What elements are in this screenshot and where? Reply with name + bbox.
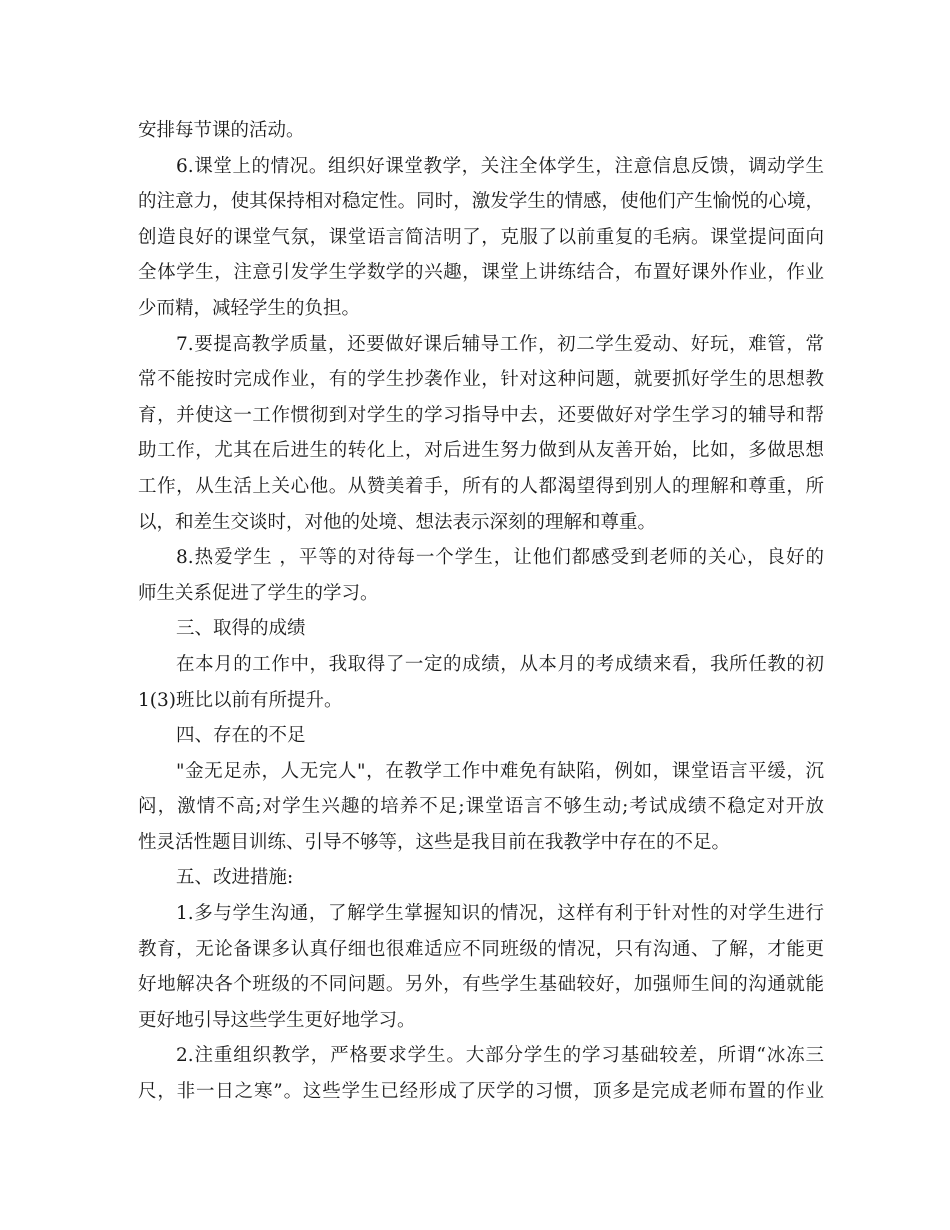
text-line [138, 184, 824, 220]
text-line-content: 2.注重组织教学，严格要求学生。大部分学生的学习基础较差，所谓“冰冻三 [176, 1045, 824, 1067]
text-line-content: 常不能按时完成作业，有的学生抄袭作业，针对这种问题，就要抓好学生的思想教 [138, 369, 824, 391]
text-line [138, 1074, 824, 1110]
text-line-content: 7.要提高教学质量，还要做好课后辅导工作，初二学生爱动、好玩，难管，常 [176, 333, 824, 355]
text-line [138, 540, 824, 576]
text-line-content: 安排每节课的活动。 [138, 120, 305, 141]
text-line-content: 的注意力，使其保持相对稳定性。同时，激发学生的情感，使他们产生愉悦的心境， [138, 191, 824, 213]
text-line-content: 四、存在的不足 [176, 725, 306, 747]
text-line [138, 505, 824, 541]
text-line-content: 师生关系促进了学生的学习。 [138, 582, 379, 604]
text-line-content: 教育，无论备课多认真仔细也很难适应不同班级的情况，只有沟通、了解，才能更 [138, 938, 824, 960]
text-line [138, 647, 824, 683]
text-line [138, 220, 824, 256]
text-line [138, 718, 824, 754]
text-line [138, 825, 824, 861]
text-line-content: 助工作，尤其在后进生的转化上，对后进生努力做到从友善开始，比如，多做思想 [138, 440, 824, 462]
text-line [138, 1003, 824, 1039]
text-line [138, 291, 824, 327]
text-line-content: 工作，从生活上关心他。从赞美着手，所有的人都渴望得到别人的理解和尊重，所 [138, 475, 824, 497]
text-line [138, 683, 824, 719]
text-line-content: 1(3)班比以前有所提升。 [138, 689, 343, 711]
text-line-content: 三、取得的成绩 [176, 618, 306, 640]
text-line-content: 以，和差生交谈时，对他的处境、想法表示深刻的理解和尊重。 [138, 511, 657, 533]
text-line [138, 362, 824, 398]
text-line [138, 255, 824, 291]
text-line [138, 433, 824, 469]
text-line [138, 611, 824, 647]
text-line [138, 967, 824, 1003]
text-line-content: "金无足赤，人无完人"，在教学工作中难免有缺陷，例如，课堂语言平缓，沉 [176, 760, 824, 782]
text-line-content: 更好地引导这些学生更好地学习。 [138, 1009, 416, 1031]
text-line [138, 1038, 824, 1074]
text-line [138, 576, 824, 612]
text-line-content: 育，并使这一工作惯彻到对学生的学习指导中去，还要做好对学生学习的辅导和帮 [138, 404, 824, 426]
text-line [138, 469, 824, 505]
document-body [138, 113, 824, 1110]
text-line [138, 932, 824, 968]
text-line-content: 闷，激情不高;对学生兴趣的培养不足;课堂语言不够生动;考试成绩不稳定对开放 [138, 796, 824, 818]
text-line-content: 性灵活性题目训练、引导不够等，这些是我目前在我教学中存在的不足。 [138, 831, 731, 853]
text-line [138, 398, 824, 434]
text-line-content: 好地解决各个班级的不同问题。另外，有些学生基础较好，加强师生间的沟通就能 [138, 974, 824, 996]
text-line-content: 在本月的工作中，我取得了一定的成绩，从本月的考成绩来看，我所任教的初 [176, 653, 824, 675]
text-line-content: 少而精，减轻学生的负担。 [138, 297, 361, 319]
text-line [138, 113, 824, 149]
text-line-content: 创造良好的课堂气氛，课堂语言简洁明了，克服了以前重复的毛病。课堂提问面向 [138, 226, 824, 248]
text-line [138, 789, 824, 825]
text-line-content: 8.热爱学生 ，平等的对待每一个学生，让他们都感受到老师的关心，良好的 [176, 547, 824, 569]
text-line-content: 全体学生，注意引发学生学数学的兴趣，课堂上讲练结合，布置好课外作业，作业 [138, 262, 824, 284]
text-line [138, 327, 824, 363]
text-line [138, 149, 824, 185]
text-line-content: 五、改进措施: [176, 867, 294, 889]
text-line [138, 754, 824, 790]
text-line [138, 896, 824, 932]
text-line-content: 6.课堂上的情况。组织好课堂教学，关注全体学生，注意信息反馈，调动学生 [176, 155, 824, 177]
text-line [138, 860, 824, 896]
text-line-content: 1.多与学生沟通，了解学生掌握知识的情况，这样有利于针对性的对学生进行 [176, 903, 824, 925]
text-line-content: 尺，非一日之寒”。这些学生已经形成了厌学的习惯，顶多是完成老师布置的作业 [138, 1081, 824, 1103]
